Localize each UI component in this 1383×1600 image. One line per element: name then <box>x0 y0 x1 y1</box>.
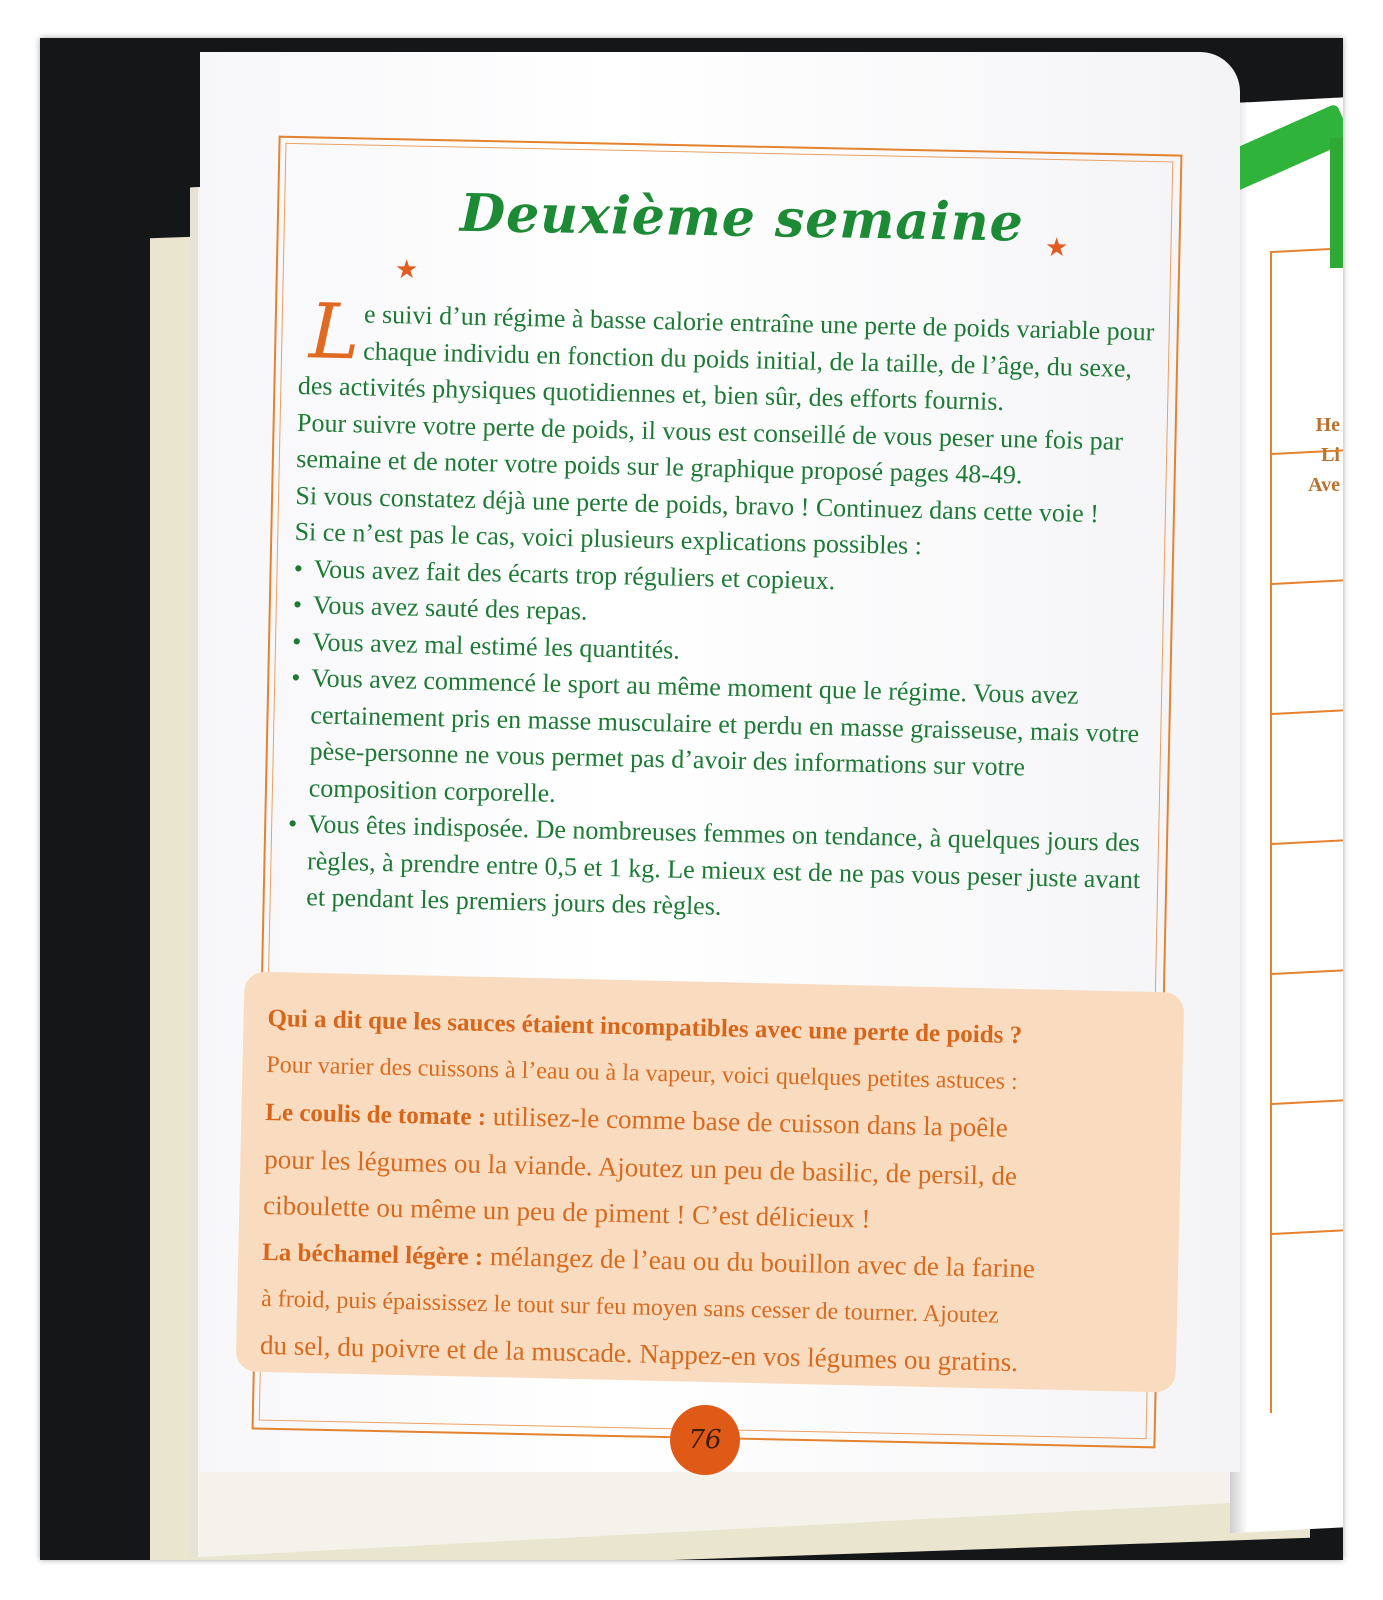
tip-item-line: pour les légumes ou la viande. Ajoutez un peu de basilic, de persil, de <box>263 1143 1018 1192</box>
right-page-header <box>1250 410 1340 500</box>
bullet-icon: • <box>293 553 304 583</box>
bullet-item <box>286 806 1153 935</box>
tip-heading: Qui a dit que les sauces étaient incompatibles avec une perte de poids ? <box>267 1004 1023 1050</box>
paragraph: Si ce n’est pas le cas, voici plusieurs explications possibles : <box>294 516 923 561</box>
tip-item-text: utilisez-le comme base de cuisson dans la poêle <box>492 1101 1009 1143</box>
bullet-icon: • <box>290 662 301 693</box>
bookmark-ribbon-tail <box>1330 138 1343 268</box>
body-text <box>286 286 1165 935</box>
drop-cap: L <box>308 286 361 377</box>
right-head-line: Li <box>1321 444 1340 466</box>
star-icon: ★ <box>1045 233 1069 263</box>
bullet-text: Vous avez mal estimé les quantités. <box>311 626 681 665</box>
bullet-text: Vous avez commencé le sport au même moment que le régime. Vous avez certainement pris en masse musculaire et perdu en masse graisseuse, mais votre pèse-personne ne vous permet pas d’avoir des informations sur votre composition corporelle. <box>308 663 1140 808</box>
tip-intro: Pour varier des cuissons à l’eau ou à la vapeur, voici quelques petites astuces : <box>266 1051 1019 1096</box>
tip-item-label: La béchamel légère : <box>261 1238 484 1271</box>
right-head-line: Ave <box>1308 474 1340 496</box>
bullet-text: Vous avez fait des écarts trop réguliers et copieux. <box>313 553 836 595</box>
bullet-icon: • <box>292 589 303 620</box>
bullet-icon: • <box>291 626 302 656</box>
paragraph: Si vous constatez déjà une perte de poids, bravo ! Continuez dans cette voie ! <box>295 480 1100 528</box>
tip-item-label: Le coulis de tomate : <box>265 1098 487 1131</box>
tip-item-line: du sel, du poivre et de la muscade. Nappez-en vos légumes ou gratins. <box>259 1329 1019 1378</box>
right-page <box>1230 93 1343 1533</box>
intro-text: e suivi d’un régime à basse calorie entraîne une perte de poids variable pour chaque individu en fonction du poids initial, de la taille, de l’âge, du sexe, des activités physiques quotidiennes et, bien sûr, des efforts fournis. <box>297 299 1155 416</box>
tip-text <box>260 996 1168 1388</box>
bullet-text: Vous avez sauté des repas. <box>312 590 588 626</box>
bullet-icon: • <box>287 808 298 839</box>
tip-item-line: ciboulette ou même un peu de piment ! C’est délicieux ! <box>262 1189 871 1234</box>
right-head-line: He <box>1315 414 1340 436</box>
bullet-text: Vous êtes indisposée. De nombreuses femmes on tendance, à quelques jours des règles, à prendre entre 0,5 et 1 kg. Le mieux est de ne pas vous peser juste avant et pendant les premiers jours des règles. <box>306 809 1141 921</box>
tip-item-line: à froid, puis épaississez le tout sur feu moyen sans cesser de tourner. Ajoutez <box>260 1285 1000 1329</box>
tip-item-text: mélangez de l’eau ou du bouillon avec de la farine <box>489 1241 1036 1284</box>
page-number: 76 <box>670 1405 740 1475</box>
bullet-item <box>288 660 1156 826</box>
intro-paragraph <box>297 286 1165 424</box>
paragraph: Pour suivre votre perte de poids, il vous est conseillé de vous peser une fois par semaine et de noter votre poids sur le graphique proposé pages 48-49. <box>295 407 1124 490</box>
star-icon: ★ <box>395 255 419 285</box>
page-title: Deuxième semaine <box>459 182 1025 254</box>
